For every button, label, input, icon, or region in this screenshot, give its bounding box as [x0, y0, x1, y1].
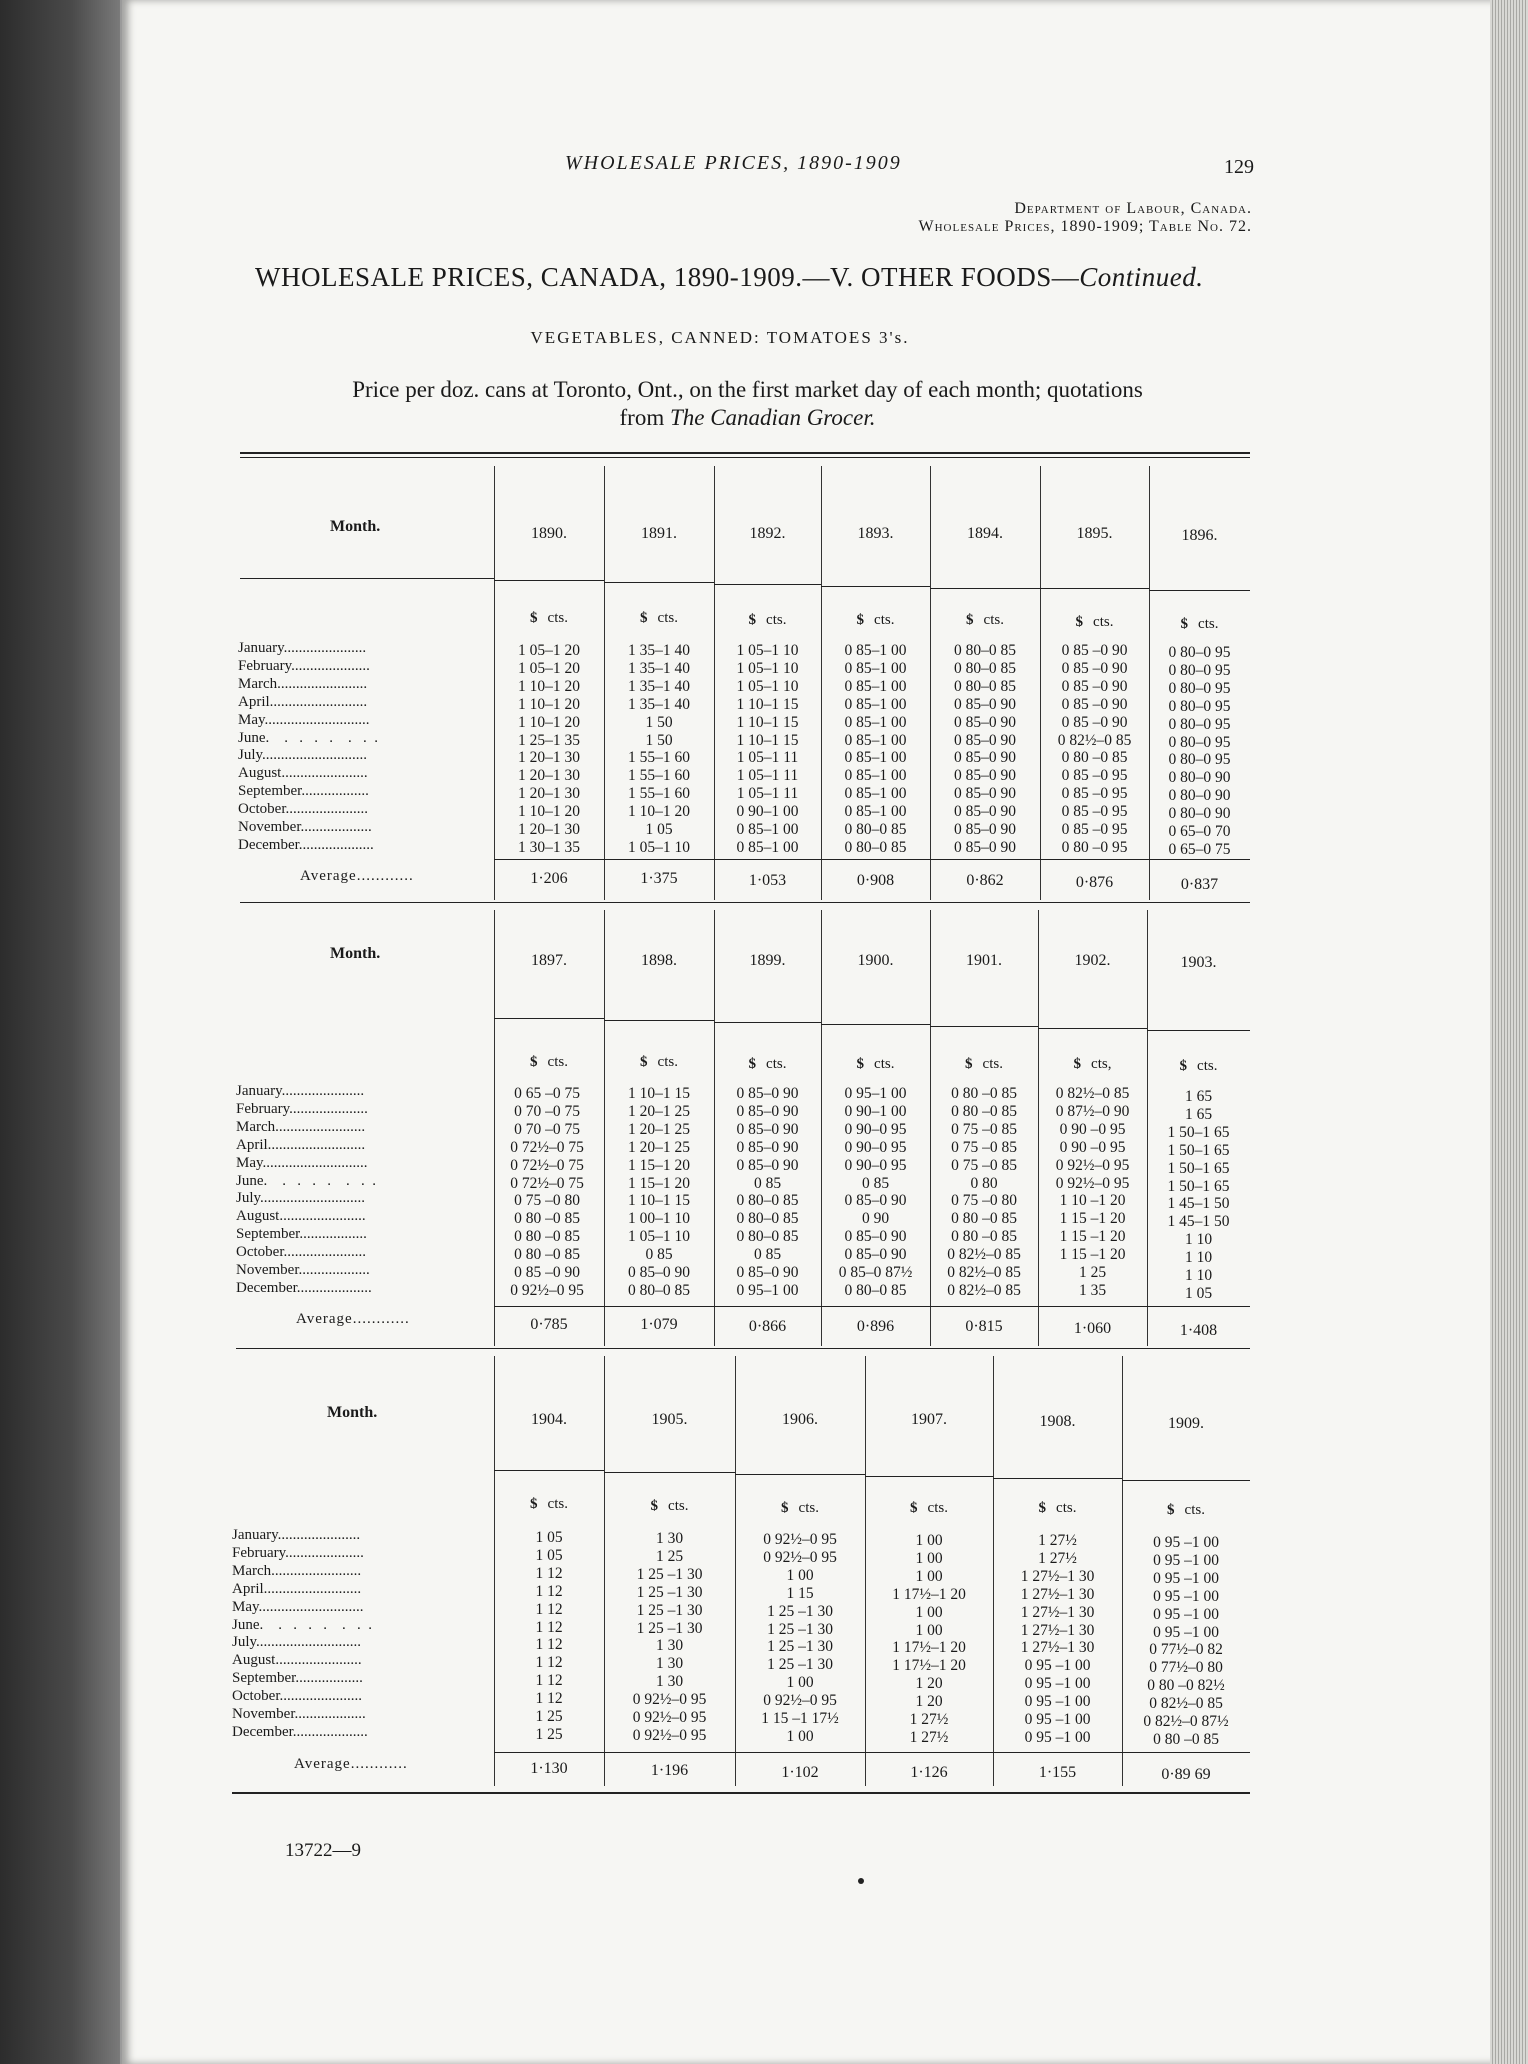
average-label: Average............ — [300, 868, 414, 884]
description-prefix: from — [619, 405, 670, 430]
price-column: 0 95 –1 00 0 95 –1 00 0 95 –1 00 0 95 –1 00 0 95 –1 00 0 95 –1 00 0 77½–0 82 0 77½–0 80 0 80 –0 82½ 0 82½–0 85 0 82½–0 87½ 0 80 –0 85 — [1143, 1534, 1229, 1748]
average-value: 0·866 — [748, 1318, 787, 1335]
average-value: 0·785 — [530, 1316, 568, 1333]
price-column: 1 05–1 10 1 05–1 10 1 05–1 10 1 10–1 15 1 10–1 15 1 10–1 15 1 05–1 11 1 05–1 11 1 05–1 11 0 90–1 00 0 85–1 00 0 85–1 00 — [736, 642, 799, 856]
department-line-1: Department of Labour, Canada. — [1014, 200, 1252, 217]
header-rule — [1038, 1028, 1147, 1029]
unit-cents: cts. — [983, 612, 1004, 628]
year-header: 1894. — [967, 525, 1003, 542]
department-line-2: Wholesale Prices, 1890-1909; Table No. 72. — [918, 218, 1252, 235]
year-header: 1905. — [651, 1411, 688, 1428]
unit-dollar: $ — [1180, 616, 1189, 632]
unit-label — [930, 612, 1040, 629]
unit-cents: cts, — [1091, 1056, 1112, 1072]
price-column: 0 80 –0 85 0 80 –0 85 0 75 –0 85 0 75 –0 85 0 75 –0 85 0 80 0 75 –0 80 0 80 –0 85 0 80 –0 85 0 82½–0 85 0 82½–0 85 0 82½–0 85 — [947, 1085, 1021, 1299]
header-rule — [604, 1472, 735, 1473]
average-value: 1·196 — [650, 1762, 689, 1779]
unit-cents: cts. — [547, 610, 568, 626]
year-header: 1900. — [857, 952, 894, 969]
unit-cents: cts. — [668, 1498, 689, 1514]
year-header: 1901. — [966, 952, 1002, 969]
price-column: 1 00 1 00 1 00 1 17½–1 20 1 00 1 00 1 17½–1 20 1 17½–1 20 1 20 1 20 1 27½ 1 27½ — [892, 1532, 966, 1746]
unit-label — [865, 1500, 993, 1517]
year-header: 1892. — [749, 525, 786, 542]
year-header: 1903. — [1180, 954, 1217, 971]
unit-dollar: $ — [966, 612, 974, 628]
unit-label — [1147, 1058, 1250, 1075]
unit-dollar: $ — [781, 1500, 789, 1516]
average-value: 1·126 — [910, 1764, 948, 1781]
unit-dollar: $ — [530, 610, 538, 626]
unit-cents: cts. — [874, 612, 895, 628]
unit-label — [930, 1056, 1038, 1073]
average-value: 0·837 — [1180, 876, 1219, 893]
book-page — [122, 0, 1500, 2064]
unit-dollar: $ — [910, 1500, 918, 1516]
header-rule — [604, 1020, 714, 1021]
year-header: 1895. — [1076, 525, 1113, 542]
average-rule — [494, 859, 1250, 860]
running-title: WHOLESALE PRICES, 1890-1909 — [565, 152, 902, 174]
unit-label — [1149, 616, 1250, 633]
month-column-header: Month. — [330, 518, 381, 535]
unit-dollar: $ — [748, 1056, 757, 1072]
unit-cents: cts. — [547, 1054, 568, 1070]
unit-cents: cts. — [798, 1500, 819, 1516]
unit-label — [1040, 614, 1149, 631]
unit-label — [735, 1500, 865, 1517]
average-value: 1·408 — [1179, 1322, 1218, 1339]
average-value: 0·89 69 — [1161, 1766, 1211, 1783]
unit-cents: cts. — [657, 1054, 678, 1070]
unit-label — [604, 1498, 735, 1515]
ink-dot — [858, 1878, 864, 1884]
price-column: 0 80–0 95 0 80–0 95 0 80–0 95 0 80–0 95 0 80–0 95 0 80–0 95 0 80–0 95 0 80–0 90 0 80–0 90 0 80–0 90 0 65–0 70 0 65–0 75 — [1168, 644, 1231, 858]
unit-label — [821, 612, 930, 629]
average-value: 1·206 — [530, 870, 568, 887]
price-column: 1 05–1 20 1 05–1 20 1 10–1 20 1 10–1 20 1 10–1 20 1 25–1 35 1 20–1 30 1 20–1 30 1 20–1 30 1 10–1 20 1 20–1 30 1 30–1 35 — [518, 642, 580, 856]
header-rule — [604, 582, 714, 583]
unit-dollar: $ — [1167, 1502, 1175, 1518]
year-header: 1907. — [911, 1411, 947, 1428]
header-rule — [865, 1476, 993, 1477]
table-top-rule — [240, 452, 1250, 454]
unit-label — [494, 1054, 604, 1071]
year-header: 1896. — [1181, 527, 1218, 544]
average-label: Average............ — [294, 1756, 408, 1772]
unit-dollar: $ — [1075, 614, 1084, 630]
header-rule — [735, 1474, 865, 1475]
unit-cents: cts. — [766, 1056, 787, 1072]
header-rule — [1040, 588, 1149, 589]
description-line-2 — [235, 404, 1260, 432]
header-rule — [930, 1026, 1038, 1027]
price-column: 0 85 –0 90 0 85 –0 90 0 85 –0 90 0 85 –0 90 0 85 –0 90 0 82½–0 85 0 80 –0 85 0 85 –0 95 0 85 –0 95 0 85 –0 95 0 85 –0 95 0 80 –0 95 — [1057, 642, 1132, 856]
month-names: January...................... February..................... March........................ April.......................... May............................ June. . . . . . . . July............................ August....................... September.................. October...................... November................... December.................... — [232, 1527, 372, 1740]
price-column: 0 95–1 00 0 90–1 00 0 90–0 95 0 90–0 95 0 90–0 95 0 85 0 85–0 90 0 90 0 85–0 90 0 85–0 90 0 85–0 87½ 0 80–0 85 — [838, 1085, 913, 1299]
unit-cents: cts. — [874, 1056, 895, 1072]
unit-label — [993, 1500, 1122, 1517]
unit-dollar: $ — [748, 612, 757, 628]
unit-dollar: $ — [640, 610, 648, 626]
unit-cents: cts. — [766, 612, 787, 628]
header-rule — [714, 1022, 821, 1023]
header-rule — [993, 1478, 1122, 1479]
block-bottom-rule — [240, 902, 1250, 903]
header-rule — [1149, 590, 1250, 591]
average-value: 1·155 — [1038, 1764, 1077, 1781]
unit-label — [714, 1056, 821, 1073]
month-column-header: Month. — [330, 945, 381, 962]
unit-cents: cts. — [1184, 1502, 1205, 1518]
header-rule — [1122, 1480, 1250, 1481]
unit-cents: cts. — [982, 1056, 1003, 1072]
unit-dollar: $ — [530, 1496, 538, 1512]
price-column: 0 80–0 85 0 80–0 85 0 80–0 85 0 85–0 90 0 85–0 90 0 85–0 90 0 85–0 90 0 85–0 90 0 85–0 90 0 85–0 90 0 85–0 90 0 85–0 90 — [954, 642, 1016, 856]
department-reference — [919, 200, 1252, 236]
header-rule — [714, 584, 821, 585]
unit-dollar: $ — [530, 1054, 538, 1070]
average-value: 0·862 — [966, 872, 1004, 889]
description-source: The Canadian Grocer. — [669, 405, 876, 430]
unit-label — [1122, 1502, 1250, 1519]
average-rule — [494, 1306, 1250, 1307]
price-column: 0 65 –0 75 0 70 –0 75 0 70 –0 75 0 72½–0 75 0 72½–0 75 0 72½–0 75 0 75 –0 80 0 80 –0 85 0 80 –0 85 0 80 –0 85 0 85 –0 90 0 92½–0 95 — [510, 1085, 584, 1299]
average-value: 1·079 — [640, 1316, 678, 1333]
description-line-1: Price per doz. cans at Toronto, Ont., on the first market day of each month; quotations — [352, 377, 1143, 402]
price-column: 0 92½–0 95 0 92½–0 95 1 00 1 15 1 25 –1 30 1 25 –1 30 1 25 –1 30 1 25 –1 30 1 00 0 92½–0 95 1 15 –1 17½ 1 00 — [761, 1531, 839, 1745]
header-rule — [494, 580, 604, 581]
average-value: 1·053 — [748, 872, 787, 889]
main-title-text: WHOLESALE PRICES, CANADA, 1890-1909.—V. OTHER FOODS— — [255, 262, 1080, 292]
unit-cents: cts. — [1197, 1058, 1218, 1074]
price-column: 0 85–0 90 0 85–0 90 0 85–0 90 0 85–0 90 0 85–0 90 0 85 0 80–0 85 0 80–0 85 0 80–0 85 0 85 0 85–0 90 0 95–1 00 — [736, 1085, 799, 1299]
year-header: 1909. — [1168, 1415, 1204, 1432]
unit-label — [821, 1056, 930, 1073]
price-column: 1 65 1 65 1 50–1 65 1 50–1 65 1 50–1 65 1 50–1 65 1 45–1 50 1 45–1 50 1 10 1 10 1 10 1 05 — [1167, 1088, 1230, 1302]
header-rule — [930, 588, 1040, 589]
header-rule — [1147, 1030, 1250, 1031]
year-header: 1908. — [1039, 1413, 1076, 1430]
unit-label — [1038, 1056, 1147, 1073]
unit-dollar: $ — [1038, 1500, 1047, 1516]
year-header: 1898. — [641, 952, 677, 969]
unit-dollar: $ — [1073, 1056, 1082, 1072]
table-description — [235, 376, 1260, 432]
year-header: 1891. — [641, 525, 677, 542]
unit-dollar: $ — [640, 1054, 648, 1070]
table-subtitle: VEGETABLES, CANNED: TOMATOES 3's. — [530, 328, 910, 347]
header-rule — [821, 1024, 930, 1025]
book-binding — [0, 0, 120, 2064]
price-column: 1 30 1 25 1 25 –1 30 1 25 –1 30 1 25 –1 30 1 25 –1 30 1 30 1 30 1 30 0 92½–0 95 0 92½–0 95 0 92½–0 95 — [632, 1530, 707, 1744]
average-label: Average............ — [296, 1311, 410, 1327]
year-header: 1897. — [531, 952, 567, 969]
header-rule — [821, 586, 930, 587]
page-edges — [1490, 0, 1528, 2064]
average-value: 1·102 — [781, 1764, 819, 1781]
main-title — [255, 262, 1204, 293]
year-header: 1902. — [1074, 952, 1111, 969]
average-value: 0·815 — [965, 1318, 1003, 1335]
year-header: 1906. — [782, 1411, 818, 1428]
header-rule — [240, 578, 494, 579]
unit-cents: cts. — [1198, 616, 1219, 632]
unit-cents: cts. — [1056, 1500, 1077, 1516]
unit-dollar: $ — [856, 1056, 865, 1072]
page-number: 129 — [1224, 156, 1254, 178]
month-column-header: Month. — [327, 1404, 378, 1421]
price-column: 1 27½ 1 27½ 1 27½–1 30 1 27½–1 30 1 27½–1 30 1 27½–1 30 1 27½–1 30 0 95 –1 00 0 95 –1 00 0 95 –1 00 0 95 –1 00 0 95 –1 00 — [1020, 1532, 1095, 1746]
block-bottom-rule — [236, 1348, 1250, 1349]
year-header: 1890. — [531, 525, 567, 542]
year-header: 1899. — [749, 952, 786, 969]
unit-dollar: $ — [650, 1498, 659, 1514]
price-column: 0 85–1 00 0 85–1 00 0 85–1 00 0 85–1 00 0 85–1 00 0 85–1 00 0 85–1 00 0 85–1 00 0 85–1 00 0 85–1 00 0 80–0 85 0 80–0 85 — [844, 642, 907, 856]
price-column: 1 35–1 40 1 35–1 40 1 35–1 40 1 35–1 40 1 50 1 50 1 55–1 60 1 55–1 60 1 55–1 60 1 10–1 20 1 05 1 05–1 10 — [628, 642, 690, 856]
year-header: 1904. — [531, 1411, 567, 1428]
header-rule — [494, 1470, 604, 1471]
average-value: 1·130 — [530, 1760, 568, 1777]
unit-label — [714, 612, 821, 629]
average-rule — [494, 1752, 1250, 1753]
month-names: January...................... February..................... March........................ April.......................... May............................ June. . . . . . . . July............................ August....................... September.................. October...................... November................... December.................... — [236, 1083, 376, 1296]
unit-cents: cts. — [1093, 614, 1114, 630]
table-top-rule-thin — [240, 457, 1250, 458]
header-rule — [494, 1018, 604, 1019]
unit-cents: cts. — [547, 1496, 568, 1512]
price-column: 1 10–1 15 1 20–1 25 1 20–1 25 1 20–1 25 1 15–1 20 1 15–1 20 1 10–1 15 1 00–1 10 1 05–1 10 0 85 0 85–0 90 0 80–0 85 — [628, 1085, 690, 1299]
signature-code: 13722—9 — [285, 1840, 361, 1861]
unit-cents: cts. — [927, 1500, 948, 1516]
average-value: 0·876 — [1075, 874, 1114, 891]
table-bottom-rule — [232, 1792, 1250, 1794]
unit-cents: cts. — [657, 610, 678, 626]
unit-label — [494, 1496, 604, 1513]
year-header: 1893. — [857, 525, 894, 542]
unit-dollar: $ — [856, 612, 865, 628]
month-names: January...................... February..................... March........................ April.......................... May............................ June. . . . . . . . July............................ August....................... September.................. October...................... November................... December.................... — [238, 640, 378, 853]
price-column: 0 82½–0 85 0 87½–0 90 0 90 –0 95 0 90 –0 95 0 92½–0 95 0 92½–0 95 1 10 –1 20 1 15 –1 20 1 15 –1 20 1 15 –1 20 1 25 1 35 — [1055, 1085, 1130, 1299]
unit-label — [604, 1054, 714, 1071]
average-value: 1·060 — [1073, 1320, 1112, 1337]
unit-label — [604, 610, 714, 627]
average-value: 0·896 — [856, 1318, 895, 1335]
main-title-continued: Continued. — [1079, 262, 1204, 292]
unit-dollar: $ — [965, 1056, 973, 1072]
price-column: 1 05 1 05 1 12 1 12 1 12 1 12 1 12 1 12 1 12 1 12 1 25 1 25 — [535, 1529, 563, 1743]
unit-label — [494, 610, 604, 627]
unit-dollar: $ — [1179, 1058, 1188, 1074]
average-value: 0·908 — [856, 872, 895, 889]
average-value: 1·375 — [640, 870, 678, 887]
